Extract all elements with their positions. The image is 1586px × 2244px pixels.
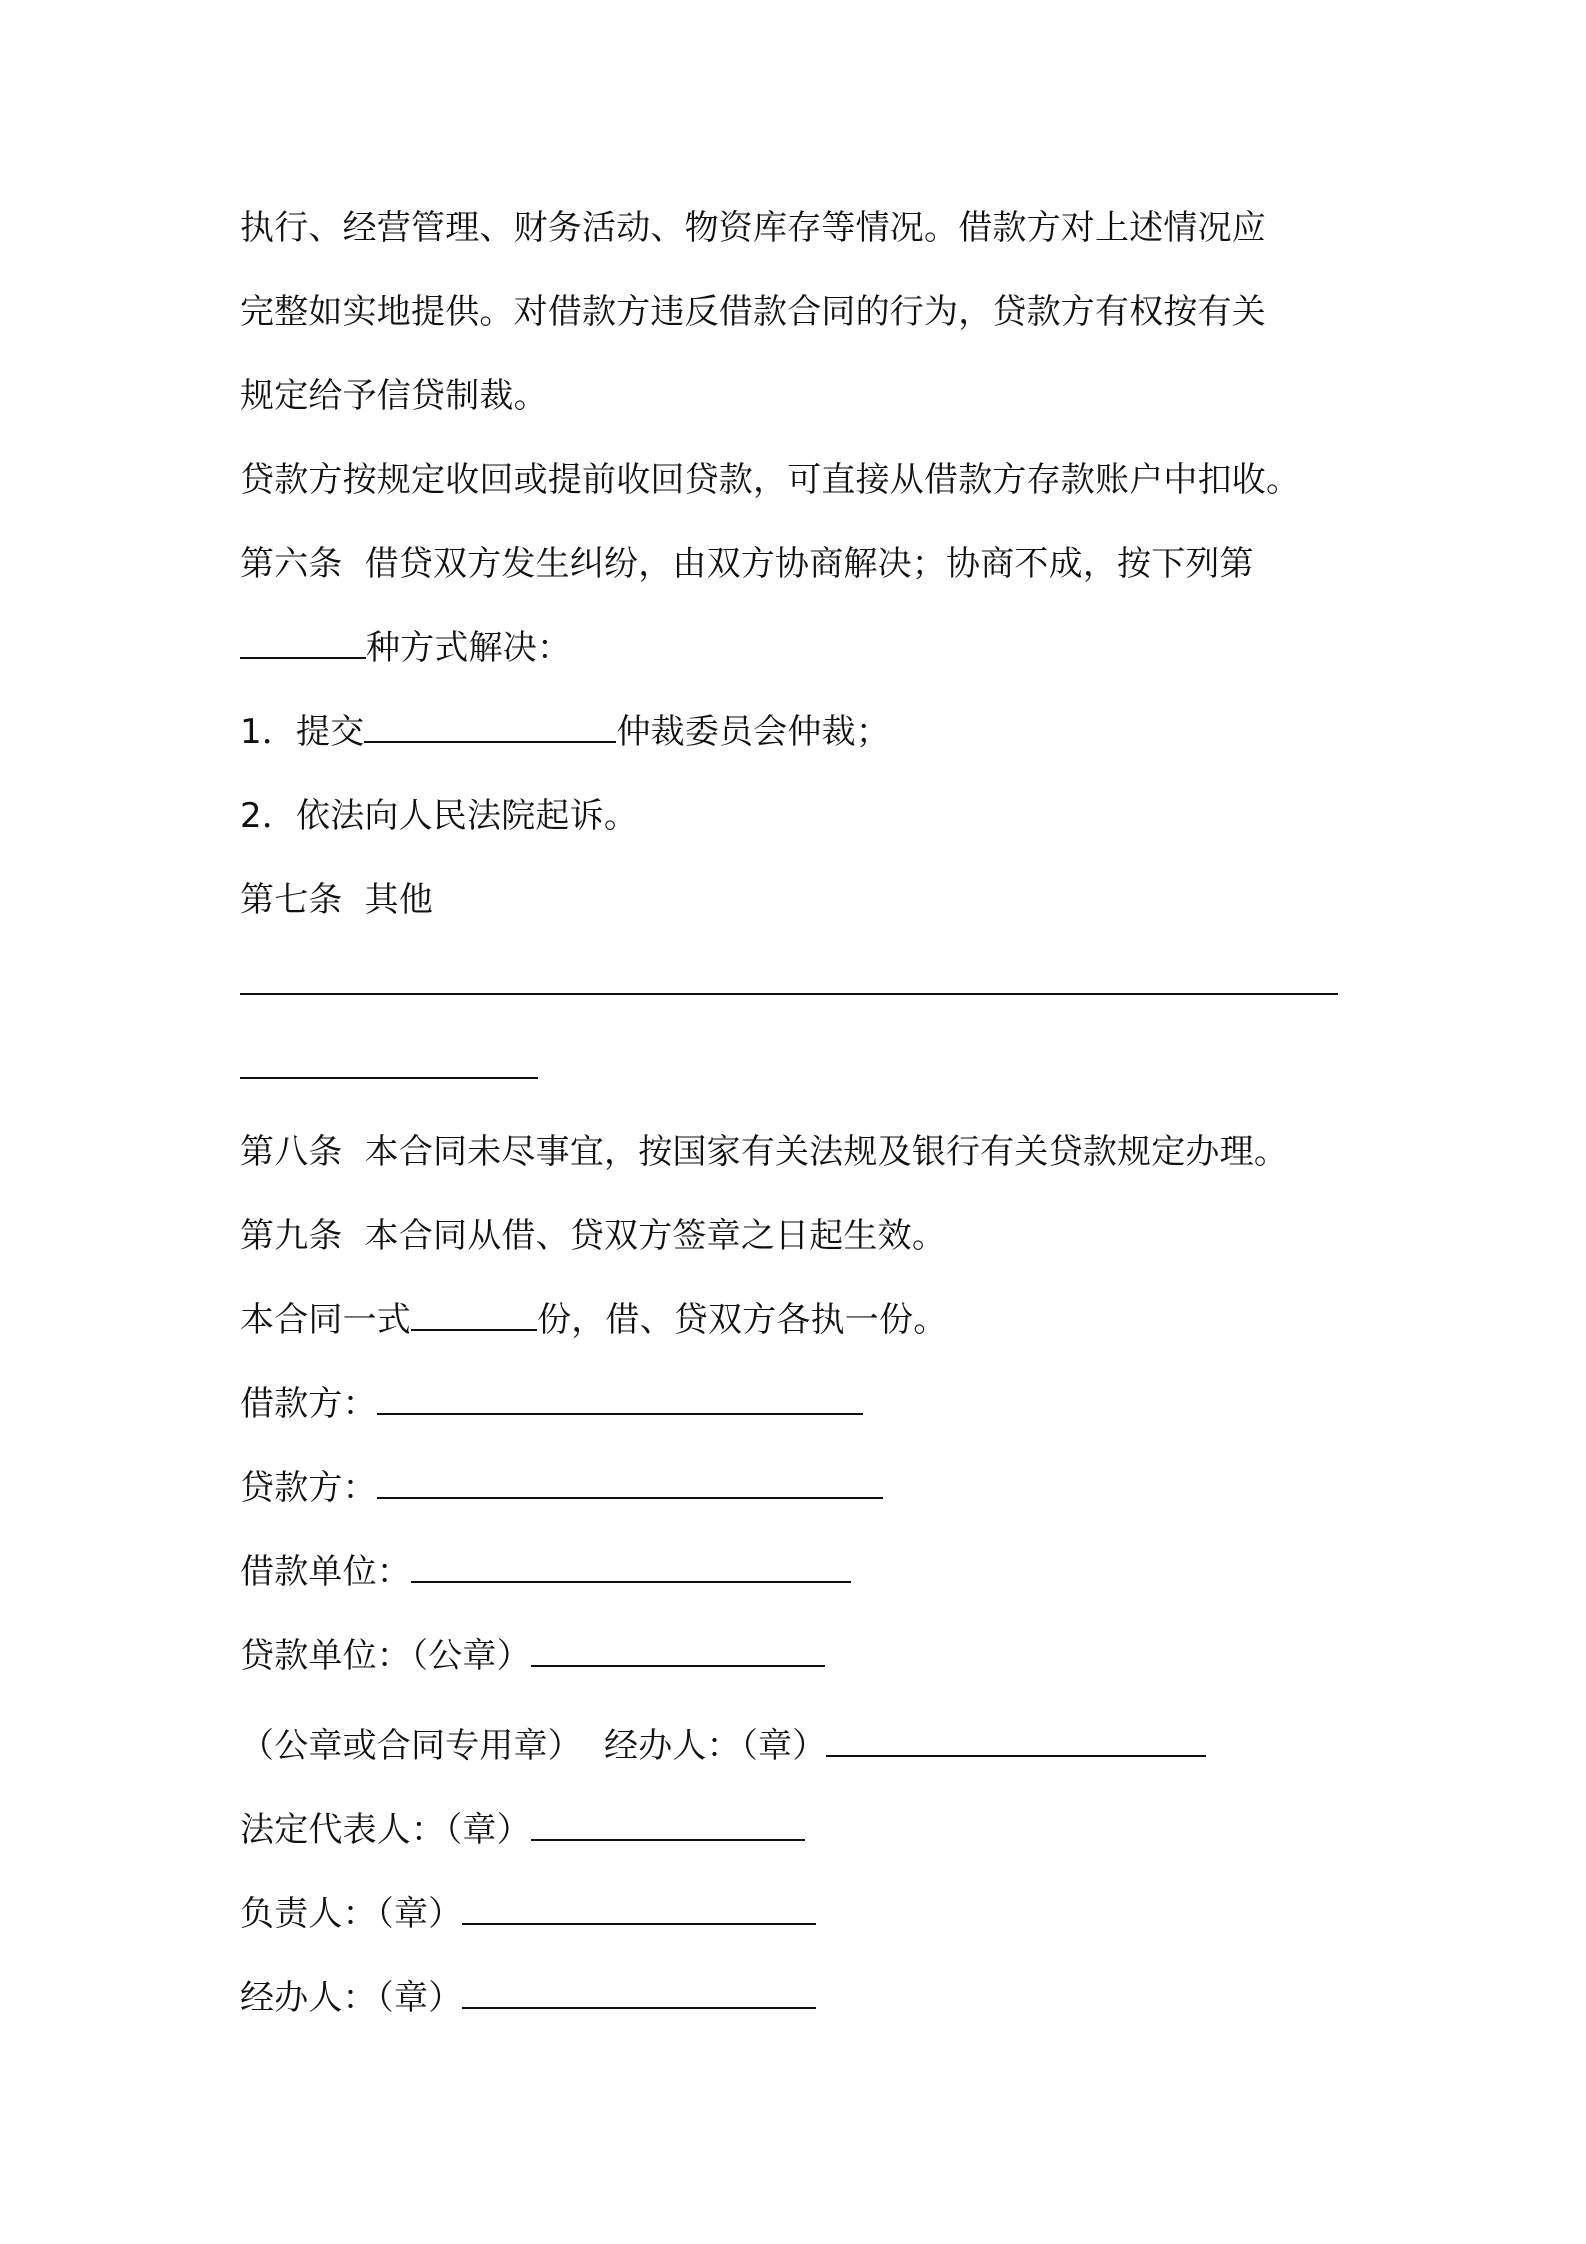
lender-label: 贷款方： (240, 1468, 377, 1508)
legal-representative-label: 法定代表人：（章） (240, 1810, 531, 1850)
lending-unit-blank (531, 1637, 825, 1667)
option-arbitration (240, 710, 890, 754)
borrowing-unit-blank (411, 1553, 851, 1583)
article-nine: 第九条 本合同从借、贷双方签章之日起生效。 (240, 1216, 947, 1256)
handler-blank (462, 1979, 816, 2009)
dispute-method-text: 种方式解决： (366, 628, 572, 668)
dispute-method-line (240, 626, 571, 670)
handler-line (240, 1976, 816, 2020)
arbitration-committee-blank (364, 713, 616, 743)
person-in-charge-blank (462, 1895, 816, 1925)
article-seven: 第七条 其他 (240, 880, 434, 920)
other-terms-blank (240, 1049, 538, 1079)
article-eight: 第八条 本合同未尽事宜，按国家有关法规及银行有关贷款规定办理。 (240, 1132, 1289, 1172)
paragraph-line: 贷款方按规定收回或提前收回贷款，可直接从借款方存款账户中扣收。 (240, 460, 1301, 500)
lending-unit-line (240, 1634, 825, 1678)
other-terms-line (240, 1046, 538, 1090)
method-number-blank (240, 629, 366, 659)
borrower-label: 借款方： (240, 1384, 377, 1424)
seal-handler-label: （公章或合同专用章） 经办人：（章） (240, 1726, 827, 1766)
person-in-charge-line (240, 1892, 816, 1936)
paragraph-line: 完整如实地提供。对借款方违反借款合同的行为，贷款方有权按有关 (240, 292, 1266, 332)
lender-blank (377, 1469, 883, 1499)
legal-representative-blank (531, 1811, 805, 1841)
person-in-charge-label: 负责人：（章） (240, 1894, 463, 1934)
other-terms-line (240, 962, 1338, 1006)
borrowing-unit-line (240, 1550, 851, 1594)
copies-line (240, 1298, 947, 1342)
copies-suffix: 份，借、贷双方各执一份。 (537, 1300, 948, 1340)
lender-line (240, 1466, 883, 1510)
copies-count-blank (411, 1301, 537, 1331)
borrower-blank (377, 1385, 863, 1415)
option-lawsuit: 2．依法向人民法院起诉。 (240, 796, 639, 836)
copies-prefix: 本合同一式 (240, 1300, 411, 1340)
handler-label: 经办人：（章） (240, 1978, 463, 2018)
option-arbitration-suffix: 仲裁委员会仲裁； (616, 712, 891, 752)
borrower-line (240, 1382, 863, 1426)
paragraph-line: 执行、经营管理、财务活动、物资库存等情况。借款方对上述情况应 (240, 208, 1266, 248)
lending-unit-label: 贷款单位：（公章） (240, 1636, 531, 1676)
option-arbitration-prefix: 1．提交 (240, 712, 365, 752)
legal-representative-line (240, 1808, 805, 1852)
paragraph-line: 规定给予信贷制裁。 (240, 376, 548, 416)
article-six: 第六条 借贷双方发生纠纷，由双方协商解决；协商不成，按下列第 (240, 544, 1254, 584)
borrowing-unit-label: 借款单位： (240, 1552, 411, 1592)
seal-handler-line (240, 1724, 1206, 1768)
other-terms-blank (240, 965, 1338, 995)
handler-seal-blank (826, 1727, 1206, 1757)
